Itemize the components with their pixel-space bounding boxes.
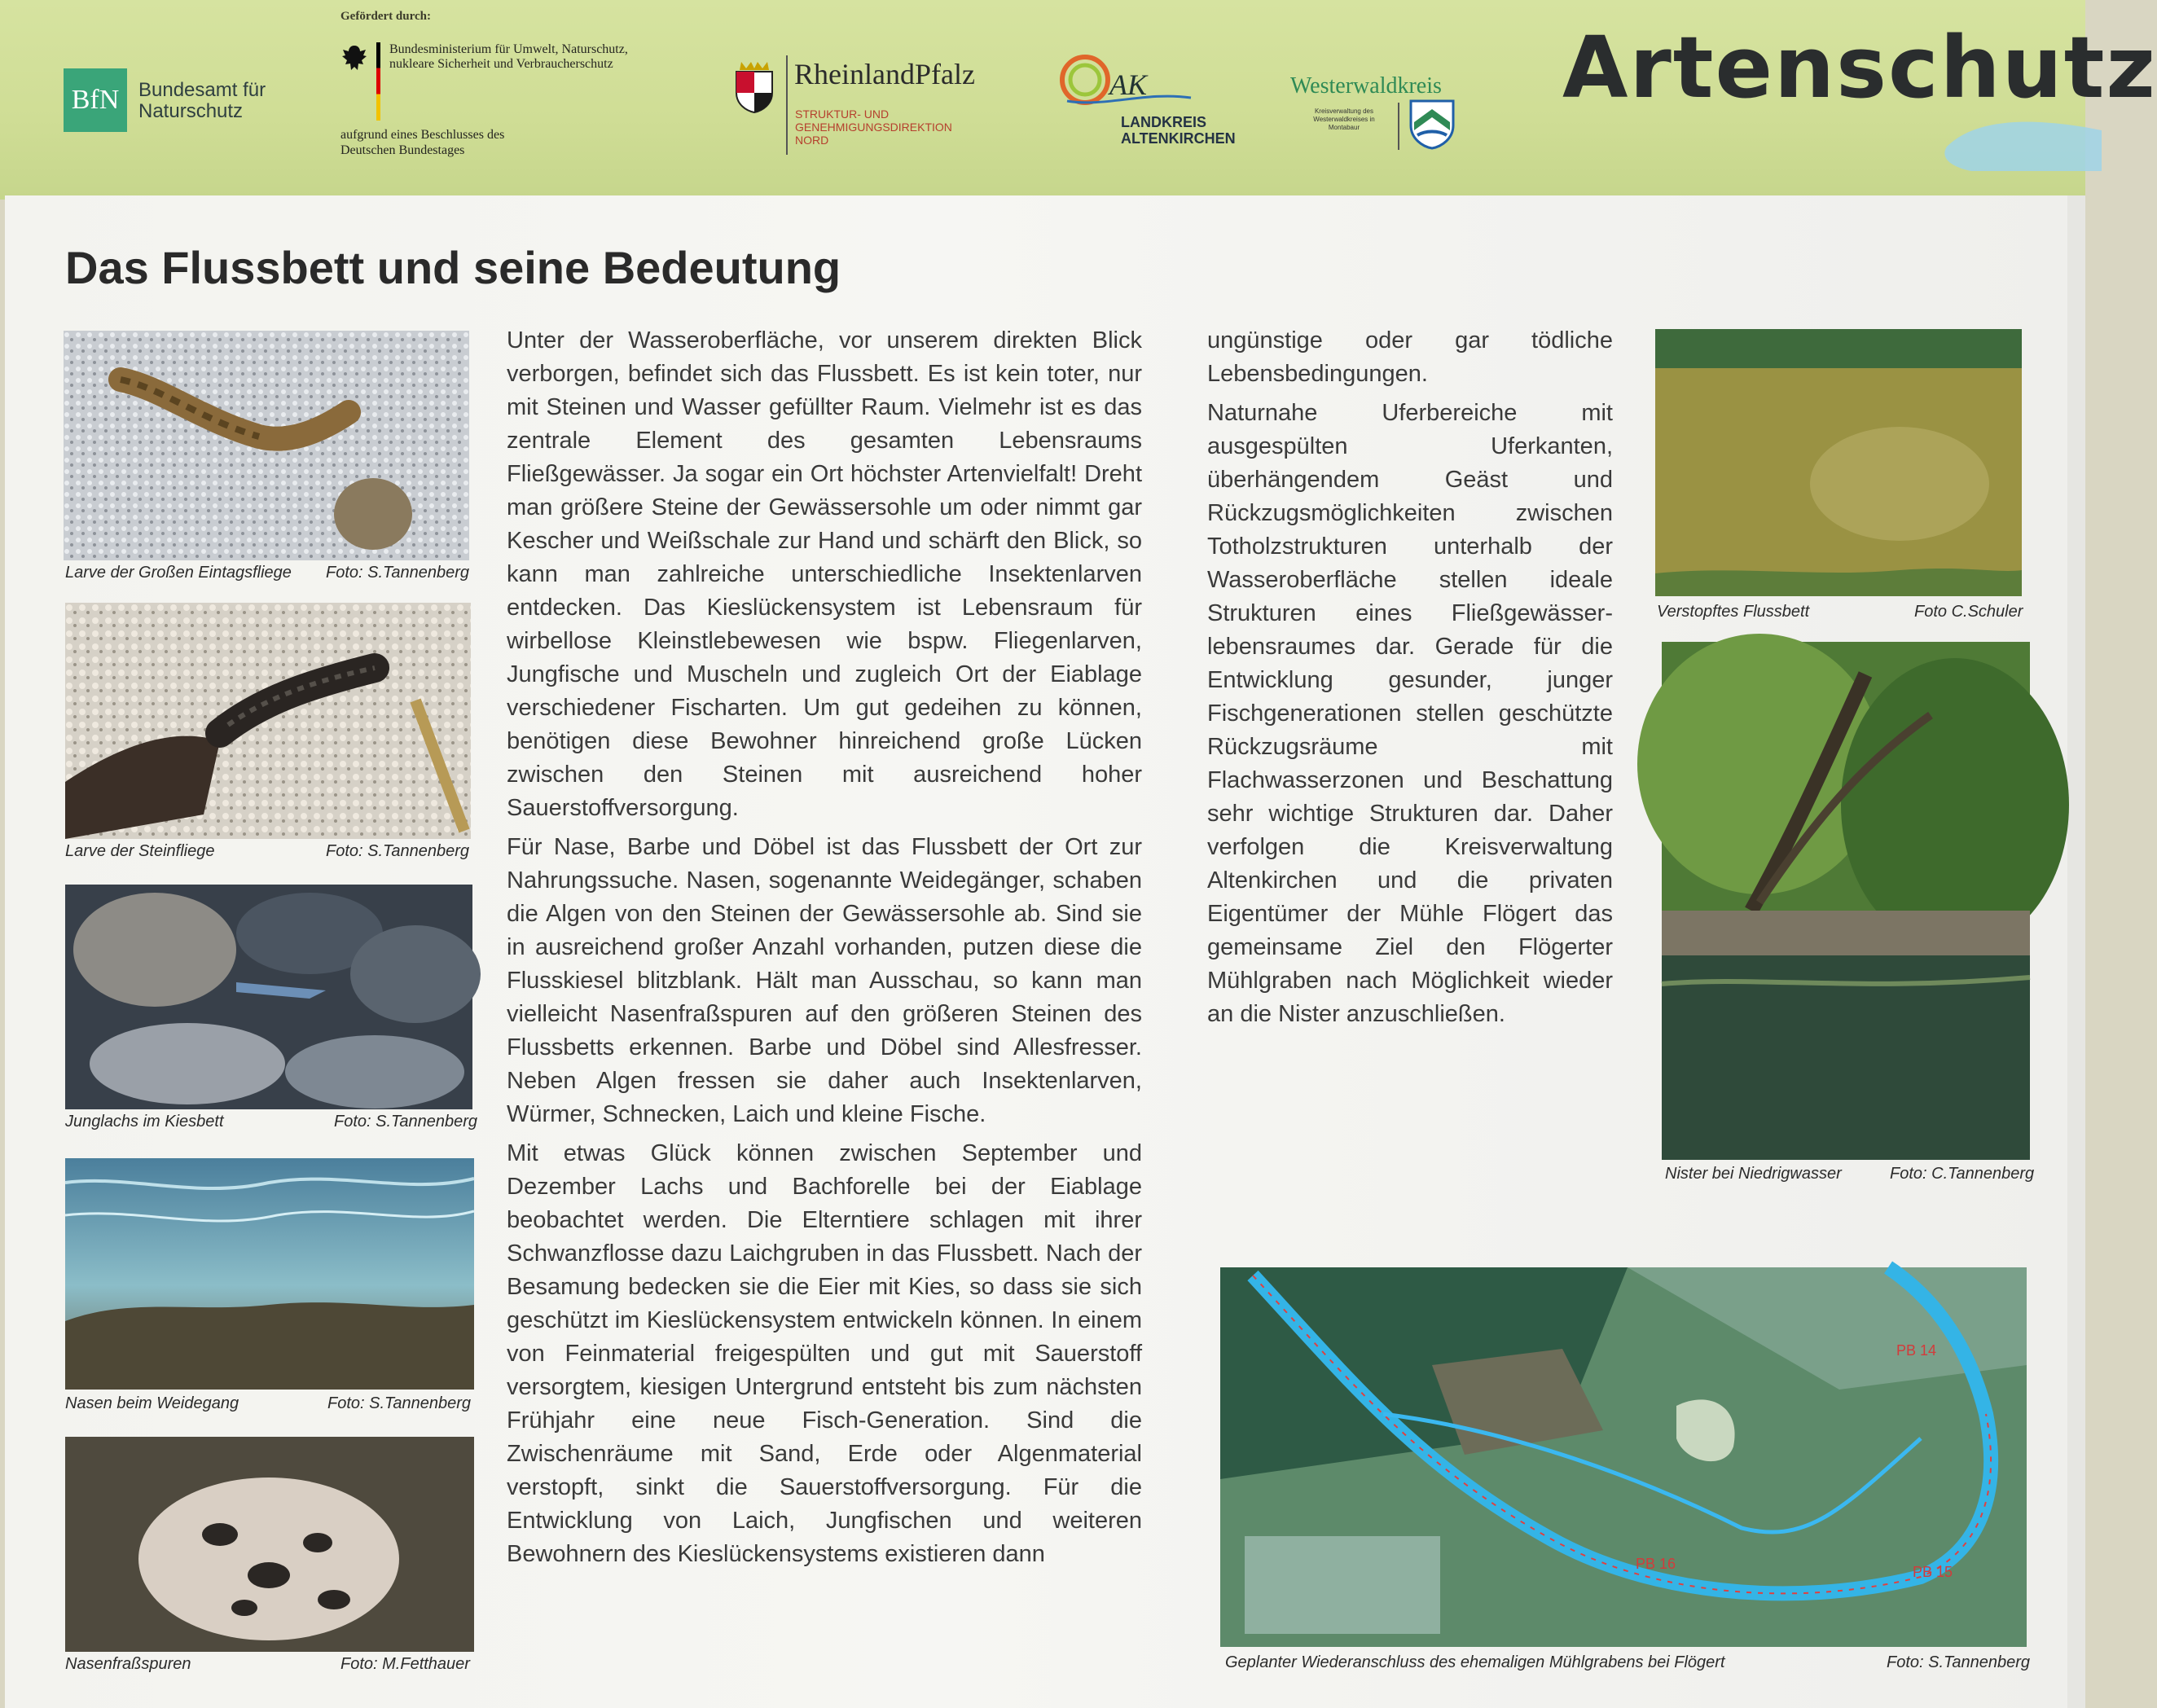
map-label: PB 15: [1913, 1564, 1953, 1580]
rlp-name: RheinlandPfalz: [794, 58, 975, 90]
ak-line1: LANDKREIS: [1121, 114, 1207, 130]
photo-caption: Nasen beim Weidegang: [65, 1394, 239, 1412]
photo-caption: Nister bei Niedrigwasser: [1665, 1165, 1842, 1183]
photo-caption: Larve der Steinfliege: [65, 842, 215, 860]
photo-grazing-marks: [65, 1437, 474, 1652]
page-title: Artenschutz: [1562, 18, 2157, 117]
rlp-crest-icon: [733, 60, 775, 114]
bmu-name: Bundesministerium für Umwelt, Naturschutz, nukleare Sicherheit und Verbraucherschutz: [389, 42, 628, 71]
paragraph: Naturnahe Uferbereiche mit ausgespülten Uferkanten, überhängendem Geäst und Rückzugsmöglichkeiten zwischen Totholzstrukturen unterhalb der Wasseroberfläche stellen ideale Strukturen eines Fließgewässer-lebensraumes dar. Gerade für die Entwicklung gesunder, junger Fischgenerationen stellen geschützte Rückzugsräume mit Flachwasserzonen und Beschattung sehr wichtige Strukturen dar. Daher verfolgen die Kreisverwaltung Altenkirchen und die privaten Eigentümer der Mühle Flögert das gemeinsame Ziel den Flögerter Mühlgraben nach Möglichkeit wieder an die Nister anzuschließen.: [1207, 400, 1613, 1027]
photo-nasen-grazing: [65, 1158, 474, 1390]
decorative-water-shape: [1939, 114, 2102, 171]
photo-caption: Verstopftes Flussbett: [1657, 603, 1810, 621]
photo-credit: Foto: S.Tannenberg: [326, 842, 470, 860]
photo-caption: Nasenfraßspuren: [65, 1655, 191, 1673]
ww-name: Westerwaldkreis: [1290, 73, 1442, 99]
photo-credit: Foto: S.Tannenberg: [334, 1113, 478, 1131]
header-band: [0, 0, 2157, 200]
paragraph: Für Nase, Barbe und Döbel ist das Flussbett der Ort zur Nahrungssuche. Nasen, sogenannte Weidegänger, schaben die Algen von den Steinen der Gewässersohle ab. Sind sie in ausreichend großer Anzahl vorhanden, putzen diese die Flusskiesel blitzblank. Hält man Ausschau, so kann man vielleicht Nasenfraßspuren auf den größeren Steinen des Flussbetts erkennen. Barbe und Döbel sind Allesfresser. Neben Algen fressen sie daher auch Insektenlarven, Würmer, Schnecken, Laich und kleine Fische.: [507, 834, 1142, 1127]
photo-credit: Foto: S.Tannenberg: [326, 564, 470, 582]
ww-crest-icon: [1408, 98, 1456, 151]
ww-divider: [1398, 103, 1399, 150]
aerial-map-photo: [1220, 1267, 2027, 1647]
ww-subtitle: Kreisverwaltung des Westerwaldkreises in Montabaur: [1313, 108, 1375, 131]
photo-caption: Junglachs im Kiesbett: [65, 1113, 224, 1131]
photo-credit: Foto: C.Tannenberg: [1890, 1165, 2035, 1183]
ak-name: [1121, 114, 1236, 147]
photo-caption: Geplanter Wiederanschluss des ehemaligen Mühlgrabens bei Flögert: [1225, 1653, 1725, 1671]
photo-credit: Foto C.Schuler: [1914, 603, 2023, 621]
bundestag-note: aufgrund eines Beschlusses des Deutschen Bundestages: [340, 128, 505, 157]
photo-clogged-riverbed: [1655, 329, 2022, 596]
bfn-name: Bundesamt für Naturschutz: [138, 79, 266, 122]
map-label: PB 16: [1636, 1556, 1676, 1572]
photo-credit: Foto: M.Fetthauer: [340, 1655, 470, 1673]
photo-mayfly-larva: [64, 331, 469, 560]
german-flag-bar: [376, 42, 380, 121]
federal-eagle-icon: [340, 42, 368, 75]
map-label: PB 14: [1896, 1342, 1937, 1359]
funded-by-label: Gefördert durch:: [340, 10, 431, 23]
photo-nister-low-water: [1662, 642, 2030, 1160]
photo-credit: Foto: S.Tannenberg: [1887, 1653, 2031, 1671]
rlp-divider: [786, 55, 788, 155]
paragraph: Unter der Wasseroberfläche, vor unserem direkten Blick verborgen, befindet sich das Flussbett. Es ist kein toter, nur mit Steinen und Wasser gefüllter Raum. Vielmehr ist es das zentrale Element des gesamten Lebensraums Fließgewässer. Ja sogar ein Ort höchster Artenvielfalt! Dreht man größere Steine der Gewässersohle um oder nimmt gar Kescher und Weißschale zur Hand und schärft den Blick, so kann man zahlreiche unterschiedliche Insektenlarven entdecken. Das Kieslückensystem ist Lebensraum für wirbellose Kleinstlebewesen wie bspw. Fliegenlarven, Jungfische und Muscheln und zugleich Ort der Eiablage verschiedener Fischarten. Um gut gedeihen zu können, benötigen diese Bewohner hinreichend große Lücken zwischen den Steinen mit ausreichend hoher Sauerstoffversorgung.: [507, 327, 1142, 821]
rlp-subtitle: STRUKTUR- UND GENEHMIGUNGSDIREKTION NORD: [795, 108, 952, 147]
bfn-logo: BfN: [64, 68, 127, 132]
section-heading: Das Flussbett und seine Bedeutung: [65, 242, 841, 293]
ak-line2: ALTENKIRCHEN: [1121, 130, 1236, 147]
paragraph: Mit etwas Glück können zwischen September und Dezember Lachs und Bachforelle bei der Eiablage beobachtet werden. Die Elterntiere schlagen mit ihrer Schwanzflosse dazu Laichgruben in das Flussbett. Nach der Besamung bedecken sie die Eier mit Kies, so dass sie sich geschützt im Kieslückensystem entwickeln können. In einem von Feinmaterial freigespülten und gut mit Sauerstoff versorgtem, kiesigen Untergrund entsteht bis zum nächsten Frühjahr eine neue Fisch-Generation. Sind die Zwischenräume mit Sand, Erde oder Algenmaterial verstopft, sinkt die Sauerstoffversorgung. Für die Entwicklung von Laich, Jungfischen und weiteren Bewohnern des Kieslückensystems existieren dann: [507, 1140, 1142, 1567]
photo-caption: Larve der Großen Eintagsfliege: [65, 564, 292, 582]
panel-edge: [2067, 195, 2085, 1708]
paragraph: ungünstige oder gar tödliche Lebensbedingungen.: [1207, 327, 1613, 387]
photo-stonefly-larva: [65, 603, 471, 839]
text-column-1: [507, 324, 1142, 1577]
text-column-2: [1207, 324, 1613, 1037]
ak-logo-text: AK: [1109, 68, 1148, 101]
photo-young-salmon: [65, 885, 472, 1109]
ak-logo-icon: [1056, 50, 1194, 119]
photo-credit: Foto: S.Tannenberg: [327, 1394, 472, 1412]
